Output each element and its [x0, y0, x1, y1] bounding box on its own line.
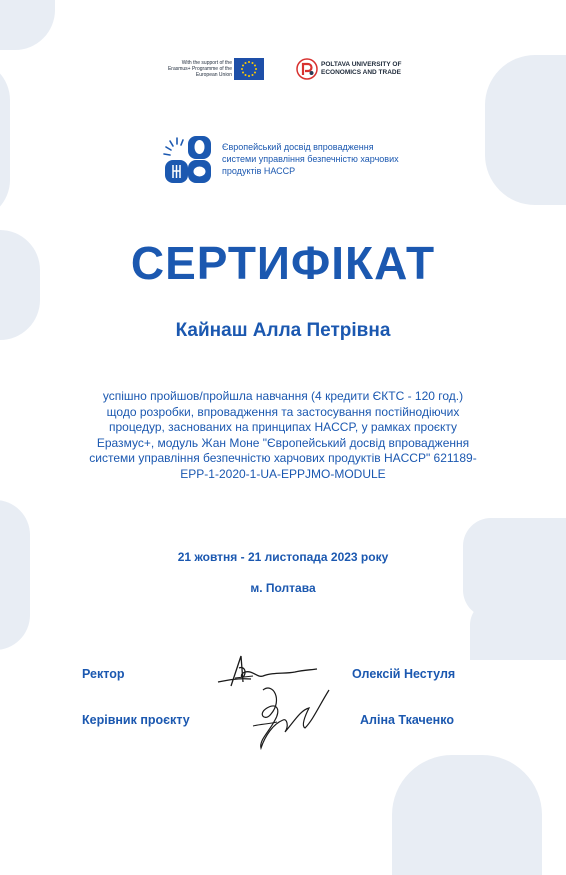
- project-logo-text: Європейський досвід впровадження системи управління безпечністю харчових продуктів НАССР: [222, 142, 399, 176]
- background-shape: [0, 500, 30, 650]
- certificate-description: успішно пройшов/пройшла навчання (4 кредити ЄКТС - 120 год.) щодо розробки, впровадження та застосування постійнодіючих процедур, заснованих на принципах HACCP, у рамках проєкту Еразмус+, модуль Жан Моне "Європейський досвід впровадження системи управління безпечністю харчових продуктів HACCP" 621189-EPP-1-2020-1-UA-EPPJMO-MODULE: [89, 389, 477, 481]
- certificate-title: СЕРТИФІКАТ: [130, 237, 436, 289]
- background-shape: [470, 600, 566, 660]
- university-name: POLTAVA UNIVERSITY OF ECONOMICS AND TRADE: [321, 61, 402, 76]
- project-logo-icon: [163, 134, 213, 184]
- background-shape: [0, 60, 10, 220]
- course-dates: 21 жовтня - 21 листопада 2023 року: [177, 550, 389, 564]
- background-shape: [392, 755, 542, 875]
- background-shape: [485, 55, 566, 205]
- rector-role-label: Ректор: [82, 667, 125, 681]
- recipient-name: Кайнаш Алла Петрівна: [175, 320, 391, 341]
- rector-name: Олексій Нестуля: [352, 667, 456, 681]
- project-manager-role-label: Керівник проєкту: [82, 713, 190, 727]
- university-logo-icon: [296, 58, 318, 80]
- background-shape: [0, 0, 55, 50]
- project-manager-name: Аліна Ткаченко: [360, 713, 454, 727]
- eu-support-text: With the support of the Erasmus+ Programme of the European Union: [167, 60, 232, 78]
- city: м. Полтава: [250, 581, 316, 595]
- project-manager-signature: [243, 680, 338, 755]
- eu-flag-icon: [234, 58, 264, 80]
